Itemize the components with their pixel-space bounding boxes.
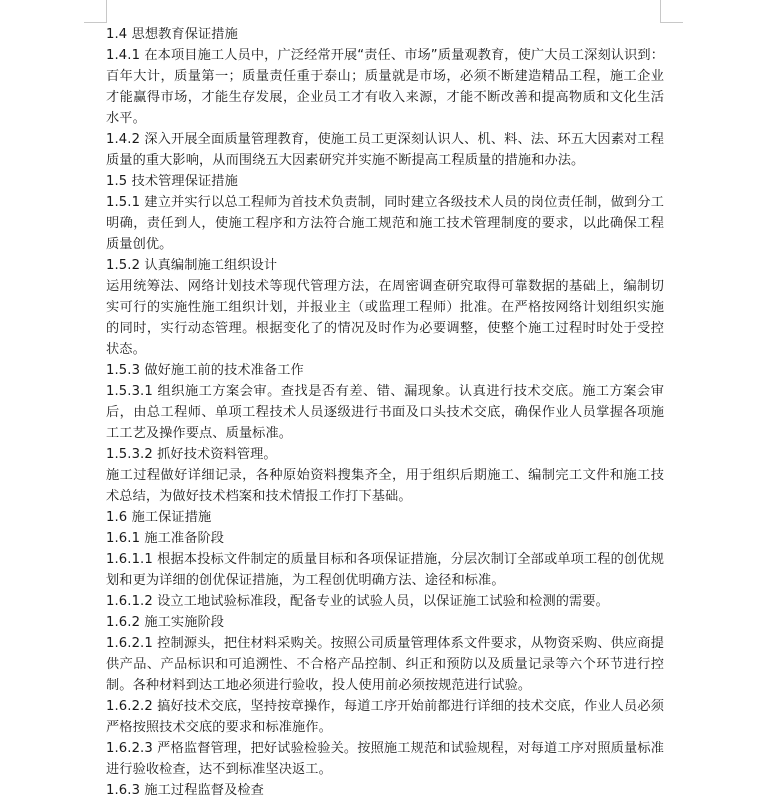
paragraph-1-5-3-2: 1.5.3.2 抓好技术资料管理。 xyxy=(106,447,277,462)
heading-1-6-1: 1.6.1 施工准备阶段 xyxy=(106,531,225,546)
paragraph-1-5-2-body: 运用统筹法、网络计划技术等现代管理方法，在周密调查研究取得可靠数据的基础上，编制切实可行的实施性施工组织计划，并报业主（或监理工程师）批准。在严格按网络计划组织实施的同时，实行动态管理。根据变化了的情况及时作为必要调整，使整个施工过程时时处于受控状态。 xyxy=(106,279,664,357)
paragraph-1-6-2-2: 1.6.2.2 搞好技术交底，坚持按章操作，每道工序开始前都进行详细的技术交底，作业人员必须严格按照技术交底的要求和标准施作。 xyxy=(106,699,664,735)
heading-1-4: 1.4 思想教育保证措施 xyxy=(106,27,238,42)
document-body xyxy=(106,24,664,801)
paragraph-1-6-2-1: 1.6.2.1 控制源头，把住材料采购关。按照公司质量管理体系文件要求，从物资采购、供应商提供产品、产品标识和可追溯性、不合格产品控制、纠正和预防以及质量记录等六个环节进行控制。各种材料到达工地必须进行验收，投人使用前必须按规范进行试验。 xyxy=(106,636,664,693)
page-corner-mark-top-right xyxy=(660,0,683,23)
heading-1-5-3: 1.5.3 做好施工前的技术准备工作 xyxy=(106,363,304,378)
paragraph-1-6-1-1: 1.6.1.1 根据本投标文件制定的质量目标和各项保证措施，分层次制订全部或单项工程的创优规划和更为详细的创优保证措施，为工程创优明确方法、途径和标准。 xyxy=(106,552,664,588)
paragraph-1-5-3-1: 1.5.3.1 组织施工方案会审。查找是否有差、错、漏现象。认真进行技术交底。施工方案会审后，由总工程师、单项工程技术人员逐级进行书面及口头技术交底，确保作业人员掌握各项施工工艺及操作要点、质量标准。 xyxy=(106,384,664,441)
heading-1-6: 1.6 施工保证措施 xyxy=(106,510,212,525)
paragraph-1-5-3-2-body: 施工过程做好详细记录，各种原始资料搜集齐全，用于组织后期施工、编制完工文件和施工技术总结，为做好技术档案和技术情报工作打下基础。 xyxy=(106,468,664,504)
heading-1-5: 1.5 技术管理保证措施 xyxy=(106,174,238,189)
paragraph-1-4-1: 1.4.1 在本项目施工人员中，广泛经常开展“责任、市场”质量观教育，使广大员工深刻认识到：百年大计，质量第一；质量责任重于泰山；质量就是市场，必须不断建造精品工程，施工企业才能赢得市场，才能生存发展，企业员工才有收入来源，才能不断改善和提高物质和文化生活水平。 xyxy=(106,48,664,126)
paragraph-1-4-2: 1.4.2 深入开展全面质量管理教育，使施工员工更深刻认识人、机、料、法、环五大因素对工程质量的重大影响，从而围绕五大因素研究并实施不断提高工程质量的措施和办法。 xyxy=(106,132,664,168)
heading-1-5-2: 1.5.2 认真编制施工组织设计 xyxy=(106,258,278,273)
heading-1-6-2: 1.6.2 施工实施阶段 xyxy=(106,615,225,630)
paragraph-1-5-1: 1.5.1 建立并实行以总工程师为首技术负责制，同时建立各级技术人员的岗位责任制，做到分工明确，责任到人，使施工程序和方法符合施工规范和施工技术管理制度的要求，以此确保工程质量创优。 xyxy=(106,195,664,252)
paragraph-1-6-2-3: 1.6.2.3 严格监督管理，把好试验检验关。按照施工规范和试验规程，对每道工序对照质量标准进行验收检查，达不到标准坚决返工。 xyxy=(106,741,664,777)
paragraph-1-6-1-2: 1.6.1.2 设立工地试验标准段，配备专业的试验人员，以保证施工试验和检测的需要。 xyxy=(106,594,609,609)
heading-1-6-3: 1.6.3 施工过程监督及检查 xyxy=(106,783,264,798)
page-corner-mark-top-left xyxy=(84,0,107,23)
